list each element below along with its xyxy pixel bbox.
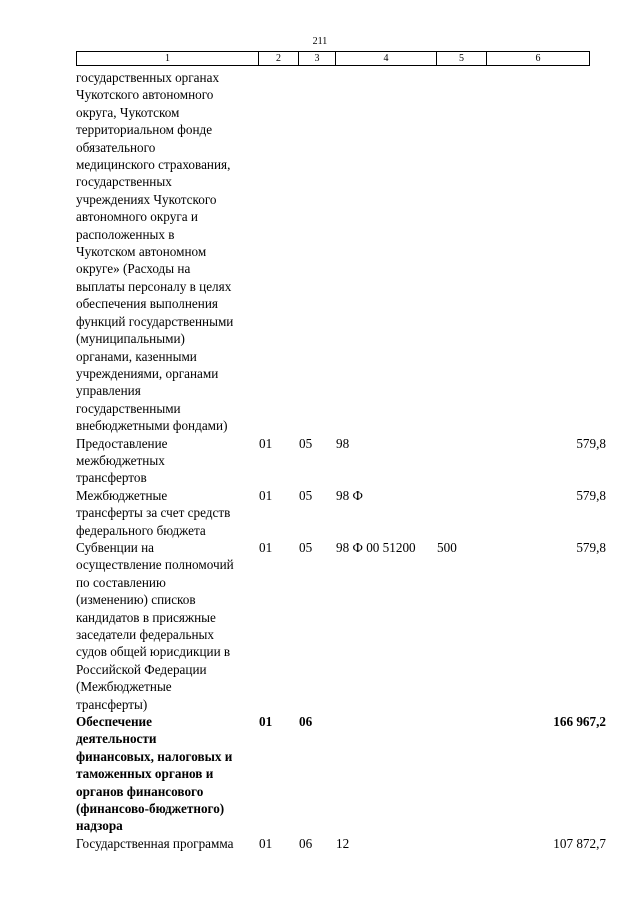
row-description [76, 713, 259, 835]
description-line: расположенных в [76, 226, 175, 242]
description-line: кандидатов в присяжные [76, 609, 216, 625]
table-row [76, 539, 606, 713]
description-line: Обеспечение [76, 714, 153, 730]
amount: 579,8 [576, 539, 606, 555]
description-line: Чукотском автономном [76, 244, 207, 260]
description-line: округе» (Расходы на [76, 261, 191, 277]
subsection-code: 05 [299, 539, 313, 555]
expense-type-code [437, 713, 487, 835]
section-code: 01 [259, 835, 273, 851]
table-row [76, 69, 606, 435]
target-article-code [336, 713, 437, 835]
page-number: 211 [312, 36, 328, 47]
description-line: деятельности [76, 731, 157, 747]
description-line: органов финансового [76, 783, 204, 799]
header-col-5: 5 [437, 51, 487, 66]
expense-type-code: 500 [437, 539, 457, 555]
description-line: по составлению [76, 574, 166, 590]
description-line: осуществление полномочий [76, 557, 234, 573]
amount: 579,8 [576, 487, 606, 503]
subsection-code: 06 [299, 835, 313, 851]
description-line: заседатели федеральных [76, 627, 214, 642]
description-line: автономного округа и [76, 209, 198, 225]
section-code: 01 [259, 714, 273, 730]
row-description [76, 435, 259, 487]
row-description [76, 835, 259, 852]
description-line: финансовых, налоговых и [76, 748, 233, 764]
header-col-2: 2 [259, 51, 299, 66]
section-code: 01 [259, 435, 273, 451]
subsection-code: 06 [299, 714, 313, 730]
row-description [76, 487, 259, 539]
description-line: органами, казенными [76, 348, 197, 364]
description-line: судов общей юрисдикции в [76, 644, 231, 660]
description-line: Предоставление [76, 435, 168, 451]
description-line: государственных органах [76, 70, 220, 85]
description-line: трансферты) [76, 696, 148, 712]
section-code [259, 69, 299, 435]
amount: 107 872,7 [553, 835, 606, 851]
description-line: трансфертов [76, 470, 147, 486]
table-row [76, 487, 606, 539]
description-line: (Межбюджетные [76, 679, 172, 695]
header-col-1: 1 [76, 51, 259, 66]
header-col-6: 6 [487, 51, 590, 66]
description-line: государственными [76, 400, 181, 416]
table-row [76, 835, 606, 852]
section-code: 01 [259, 487, 273, 503]
description-line: территориальном фонде [76, 122, 213, 138]
description-line: функций государственными [76, 313, 234, 329]
target-article-code: 98 [336, 435, 350, 451]
description-line: обязательного [76, 139, 156, 155]
description-line: таможенных органов и [76, 766, 214, 782]
description-line: учреждениях Чукотского [76, 191, 217, 207]
description-line: внебюджетными фондами) [76, 418, 228, 434]
section-code: 01 [259, 539, 273, 555]
amount: 579,8 [576, 435, 606, 451]
expense-type-code [437, 835, 487, 852]
description-line: федерального бюджета [76, 522, 206, 538]
description-line: надзора [76, 818, 123, 834]
subsection-code: 05 [299, 487, 313, 503]
target-article-code: 12 [336, 835, 350, 851]
header-col-4: 4 [336, 51, 437, 66]
description-line: округа, Чукотском [76, 104, 180, 120]
table-row [76, 713, 606, 835]
amount [487, 69, 606, 435]
amount: 166 967,2 [553, 714, 606, 730]
description-line: Субвенции на [76, 539, 155, 555]
subsection-code: 05 [299, 435, 313, 451]
row-description [76, 539, 259, 713]
description-line: учреждениями, органами [76, 365, 219, 381]
description-line: Государственная программа [76, 835, 234, 851]
expense-type-code [437, 435, 487, 487]
description-line: обеспечения выполнения [76, 296, 218, 312]
header-col-3: 3 [299, 51, 336, 66]
description-line: трансферты за счет средств [76, 505, 231, 521]
subsection-code [299, 69, 336, 435]
description-line: медицинского страхования, [76, 157, 231, 173]
table-header [76, 51, 590, 66]
description-line: (финансово-бюджетного) [76, 801, 225, 817]
target-article-code: 98 Ф [336, 487, 363, 503]
row-description [76, 69, 259, 435]
table-row [76, 435, 606, 487]
target-article-code: 98 Ф 00 51200 [336, 539, 416, 555]
description-line: межбюджетных [76, 452, 165, 468]
description-line: Российской Федерации [76, 661, 207, 677]
description-line: управления [76, 383, 141, 399]
expense-type-code [437, 487, 487, 539]
description-line: выплаты персоналу в целях [76, 278, 232, 294]
description-line: (муниципальными) [76, 331, 185, 347]
target-article-code [336, 69, 437, 435]
description-line: Чукотского автономного [76, 87, 214, 103]
expense-type-code [437, 69, 487, 435]
table-body [76, 69, 606, 852]
description-line: государственных [76, 174, 172, 190]
description-line: (изменению) списков [76, 592, 196, 608]
description-line: Межбюджетные [76, 487, 168, 503]
